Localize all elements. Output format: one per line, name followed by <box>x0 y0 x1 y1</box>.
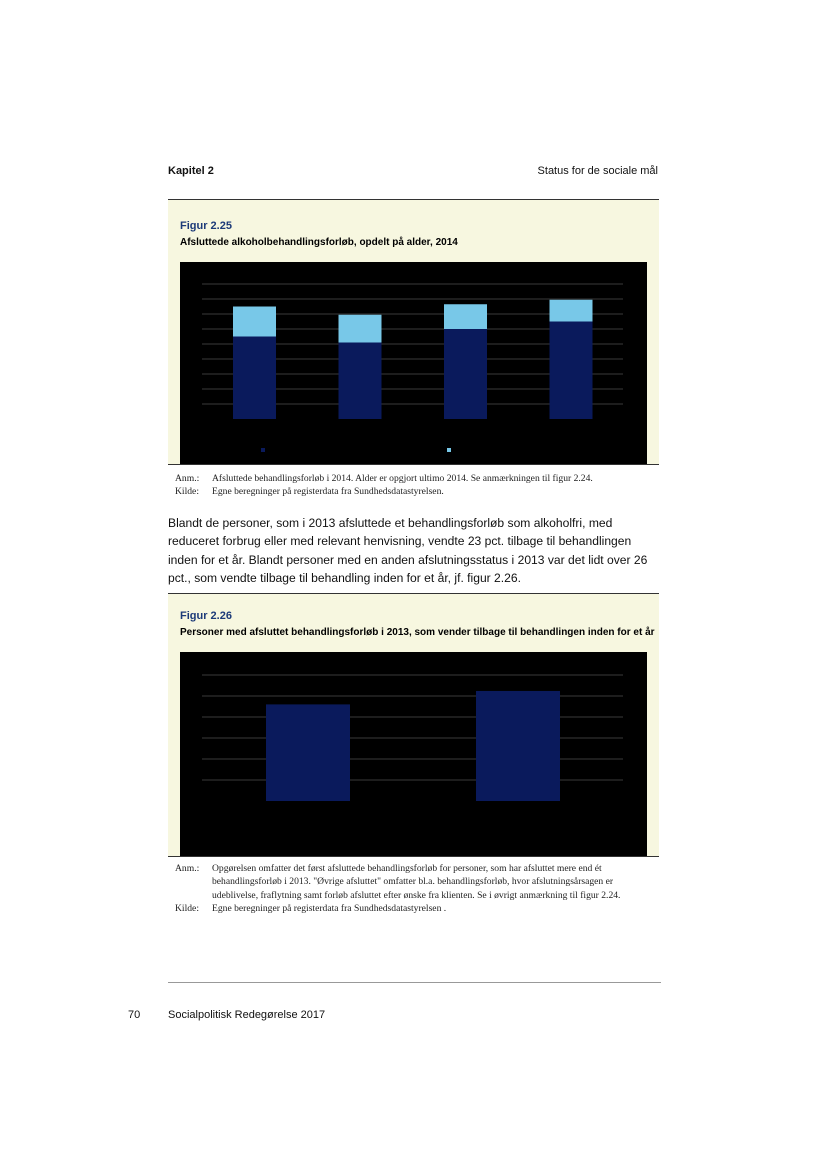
page-number: 70 <box>128 1009 141 1021</box>
bar-base-2 <box>339 343 382 420</box>
figure-2-25 <box>168 199 659 465</box>
figure-2-26 <box>168 593 659 857</box>
note-key: Anm.: <box>175 473 200 484</box>
note-text: Egne beregninger på registerdata fra Sundhedsdatastyrelsen . <box>212 903 447 915</box>
chart-area <box>180 262 647 464</box>
bar-base-2 <box>476 691 560 801</box>
bar-top-4 <box>550 300 593 322</box>
figure-notes <box>175 862 645 916</box>
note-row <box>175 862 645 902</box>
chart-area <box>180 652 647 856</box>
body-paragraph: Blandt de personer, som i 2013 afsluttede et behandlingsforløb som alkoholfri, med reduceret forbrug eller med relevant henvisning, vendte 23 pct. tilbage til behandlingen inden for et år. Blandt personer med en anden afslutningsstatus i 2013 var det lidt over 26 pct., som vendte tilbage til behandling inden for et år, jf. figur 2.26. <box>168 516 648 585</box>
note-row <box>175 472 645 485</box>
chapter-label: Kapitel 2 <box>168 165 214 177</box>
legend-swatch-2 <box>447 448 451 452</box>
bar-base-4 <box>550 322 593 420</box>
stacked-bar-chart <box>180 262 647 464</box>
footer-divider <box>168 982 661 983</box>
note-key: Kilde: <box>175 903 199 915</box>
bar-top-1 <box>233 307 276 337</box>
bar-chart <box>180 652 647 856</box>
bar-top-3 <box>444 304 487 329</box>
note-row <box>175 485 645 498</box>
publication-title: Socialpolitisk Redegørelse 2017 <box>168 1009 326 1021</box>
section-title: Status for de sociale mål <box>537 165 658 177</box>
bar-top-2 <box>339 315 382 343</box>
bar-base-1 <box>266 704 350 801</box>
figure-title: Afsluttede alkoholbehandlingsforløb, opdelt på alder, 2014 <box>180 237 458 248</box>
note-key: Kilde: <box>175 486 199 498</box>
figure-label: Figur 2.26 <box>180 610 232 622</box>
note-text: Afsluttede behandlingsforløb i 2014. Alder er opgjort ultimo 2014. Se anmærkningen til figur 2.24. <box>212 473 593 484</box>
note-key: Anm.: <box>175 863 200 874</box>
note-text: Egne beregninger på registerdata fra Sundhedsdatastyrelsen. <box>212 486 444 498</box>
note-row <box>175 902 645 915</box>
bar-base-1 <box>233 337 276 420</box>
figure-label: Figur 2.25 <box>180 220 232 232</box>
figure-notes <box>175 472 645 499</box>
note-text: Opgørelsen omfatter det først afsluttede behandlingsforløb for personer, som har afsluttet mere end ét behandlingsforløb i 2013. "Øvrige afsluttet" omfatter bl.a. behandlingsforløb, hvor afslutningsårsagen er udeblivelse, fraflytning samt forløb afsluttet efter ønske fra klienten. Se i øvrigt anmærkning til figur 2.24. <box>212 863 621 901</box>
figure-title: Personer med afsluttet behandlingsforløb i 2013, som vender tilbage til behandlingen inden for et år <box>180 627 655 638</box>
legend-swatch-1 <box>261 448 265 452</box>
bar-base-3 <box>444 329 487 419</box>
